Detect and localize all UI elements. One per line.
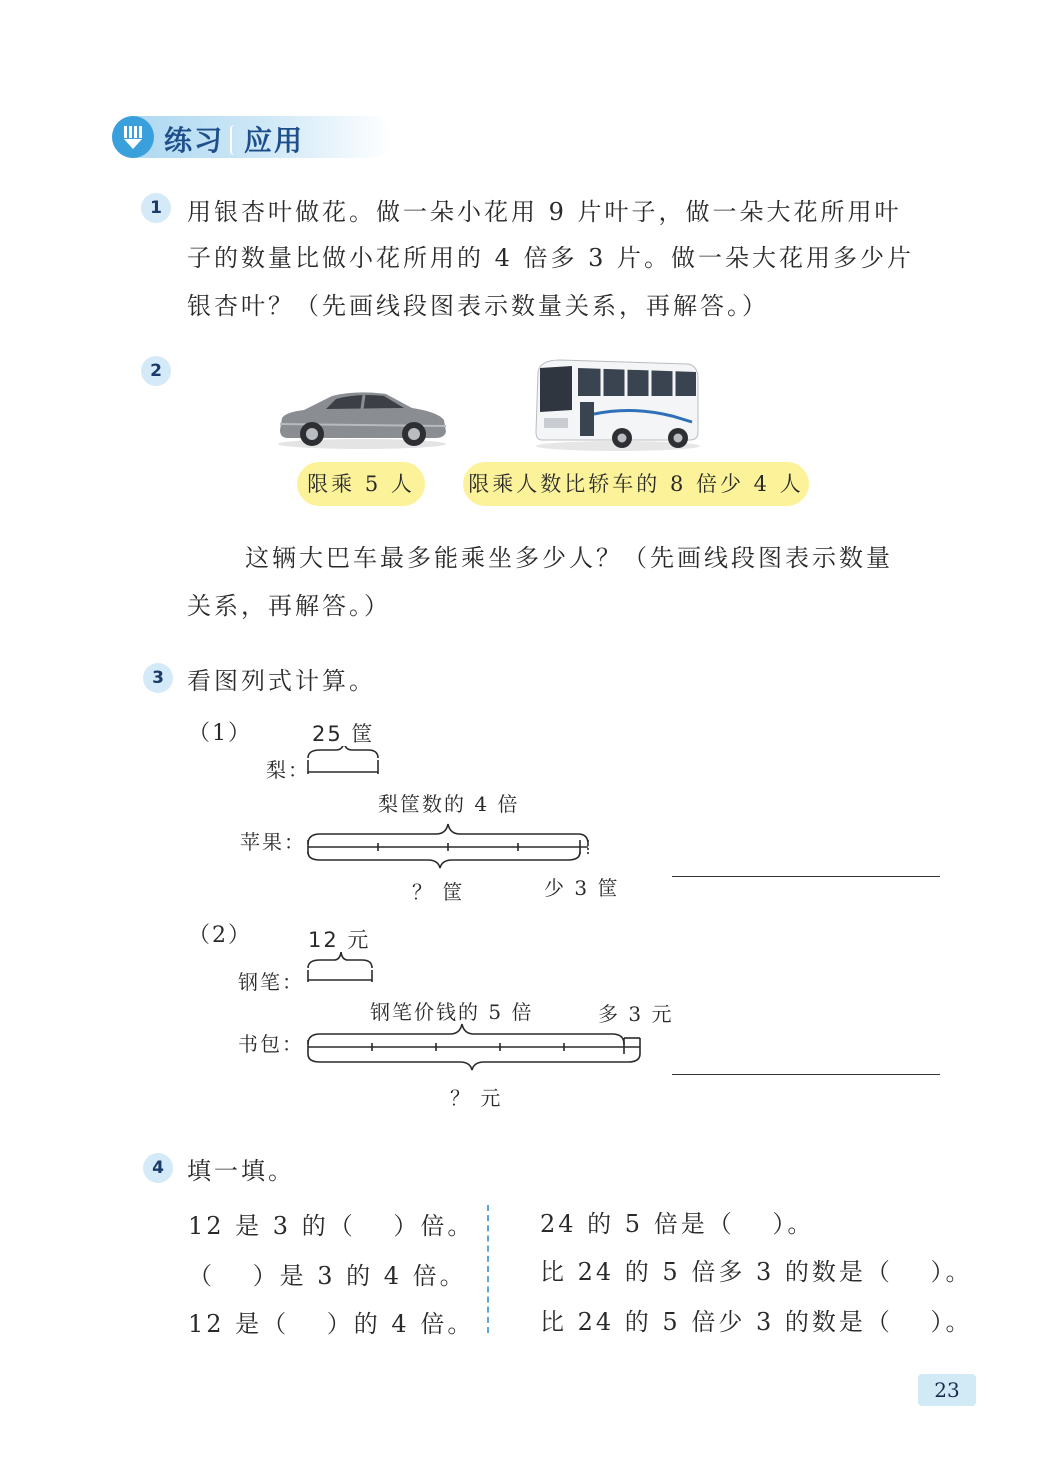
q3-title: 看图列式计算。 (187, 667, 376, 695)
section-title-b: 应用 (244, 124, 305, 157)
question-4-badge: 4 (143, 1153, 173, 1183)
q3-part1-label: （1） (188, 721, 252, 746)
bus-image (532, 356, 702, 452)
q3-part1-brace-label: 梨筐数的 4 倍 (378, 792, 520, 816)
q3-part1-answer-line (672, 876, 940, 877)
q4-column-divider (487, 1205, 489, 1333)
q4-left-item-3: 12 是（ ）的 4 倍。 (188, 1310, 475, 1338)
q3-part2-label: （2） (188, 923, 252, 948)
q2-line-2: 关系，再解答。） (187, 592, 391, 620)
q3-part2-pen-amount: 12 元 (308, 928, 371, 952)
q3-part2-brace-label: 钢笔价钱的 5 倍 (370, 1000, 534, 1024)
q4-title: 填一填。 (187, 1157, 295, 1185)
q1-line-1: 用银杏叶做花。做一朵小花用 9 片叶子，做一朵大花所用叶 (187, 198, 902, 226)
q3-part1-apple-label: 苹果： (240, 830, 306, 854)
q3-part1-pear-label: 梨： (266, 758, 310, 782)
q1-line-3: 银杏叶？（先画线段图表示数量关系，再解答。） (187, 292, 769, 320)
section-banner (112, 116, 392, 158)
q4-right-item-2: 比 24 的 5 倍多 3 的数是（ ）。 (540, 1258, 973, 1286)
q3-part1-pear-amount: 25 筐 (312, 722, 375, 746)
bus-capacity-label: 限乘人数比轿车的 8 倍少 4 人 (463, 462, 809, 506)
q3-part1-diff: 少 3 筐 (544, 876, 620, 900)
q3-part1-question: ？ 筐 (412, 880, 465, 904)
q3-part2-question: ？ 元 (450, 1086, 503, 1110)
page-number: 23 (918, 1374, 976, 1406)
q4-right-item-1: 24 的 5 倍是（ ）。 (540, 1210, 815, 1238)
question-3-badge: 3 (143, 663, 173, 693)
section-title (164, 119, 304, 159)
section-title-a: 练习 (164, 124, 225, 157)
q3-part2-answer-line (672, 1074, 940, 1075)
title-separator (230, 125, 238, 155)
car-image (276, 386, 448, 450)
q1-line-2: 子的数量比做小花所用的 4 倍多 3 片。做一朵大花用多少片 (187, 244, 915, 272)
q3-part2-pen-label: 钢笔： (238, 970, 304, 994)
question-1-badge: 1 (141, 193, 171, 223)
q3-part2-diagram (300, 952, 650, 1082)
car-capacity-label: 限乘 5 人 (297, 462, 425, 506)
q4-right-item-3: 比 24 的 5 倍少 3 的数是（ ）。 (540, 1308, 973, 1336)
q3-part2-diff: 多 3 元 (598, 1002, 674, 1026)
q4-left-item-1: 12 是 3 的（ ）倍。 (188, 1212, 475, 1240)
q2-line-1: 这辆大巴车最多能乘坐多少人？（先画线段图表示数量 (245, 544, 893, 572)
pencil-icon (112, 116, 154, 158)
q3-part1-diagram (300, 746, 600, 876)
q4-left-item-2: （ ）是 3 的 4 倍。 (188, 1262, 467, 1290)
q3-part2-bag-label: 书包： (238, 1032, 304, 1056)
question-2-badge: 2 (141, 356, 171, 386)
